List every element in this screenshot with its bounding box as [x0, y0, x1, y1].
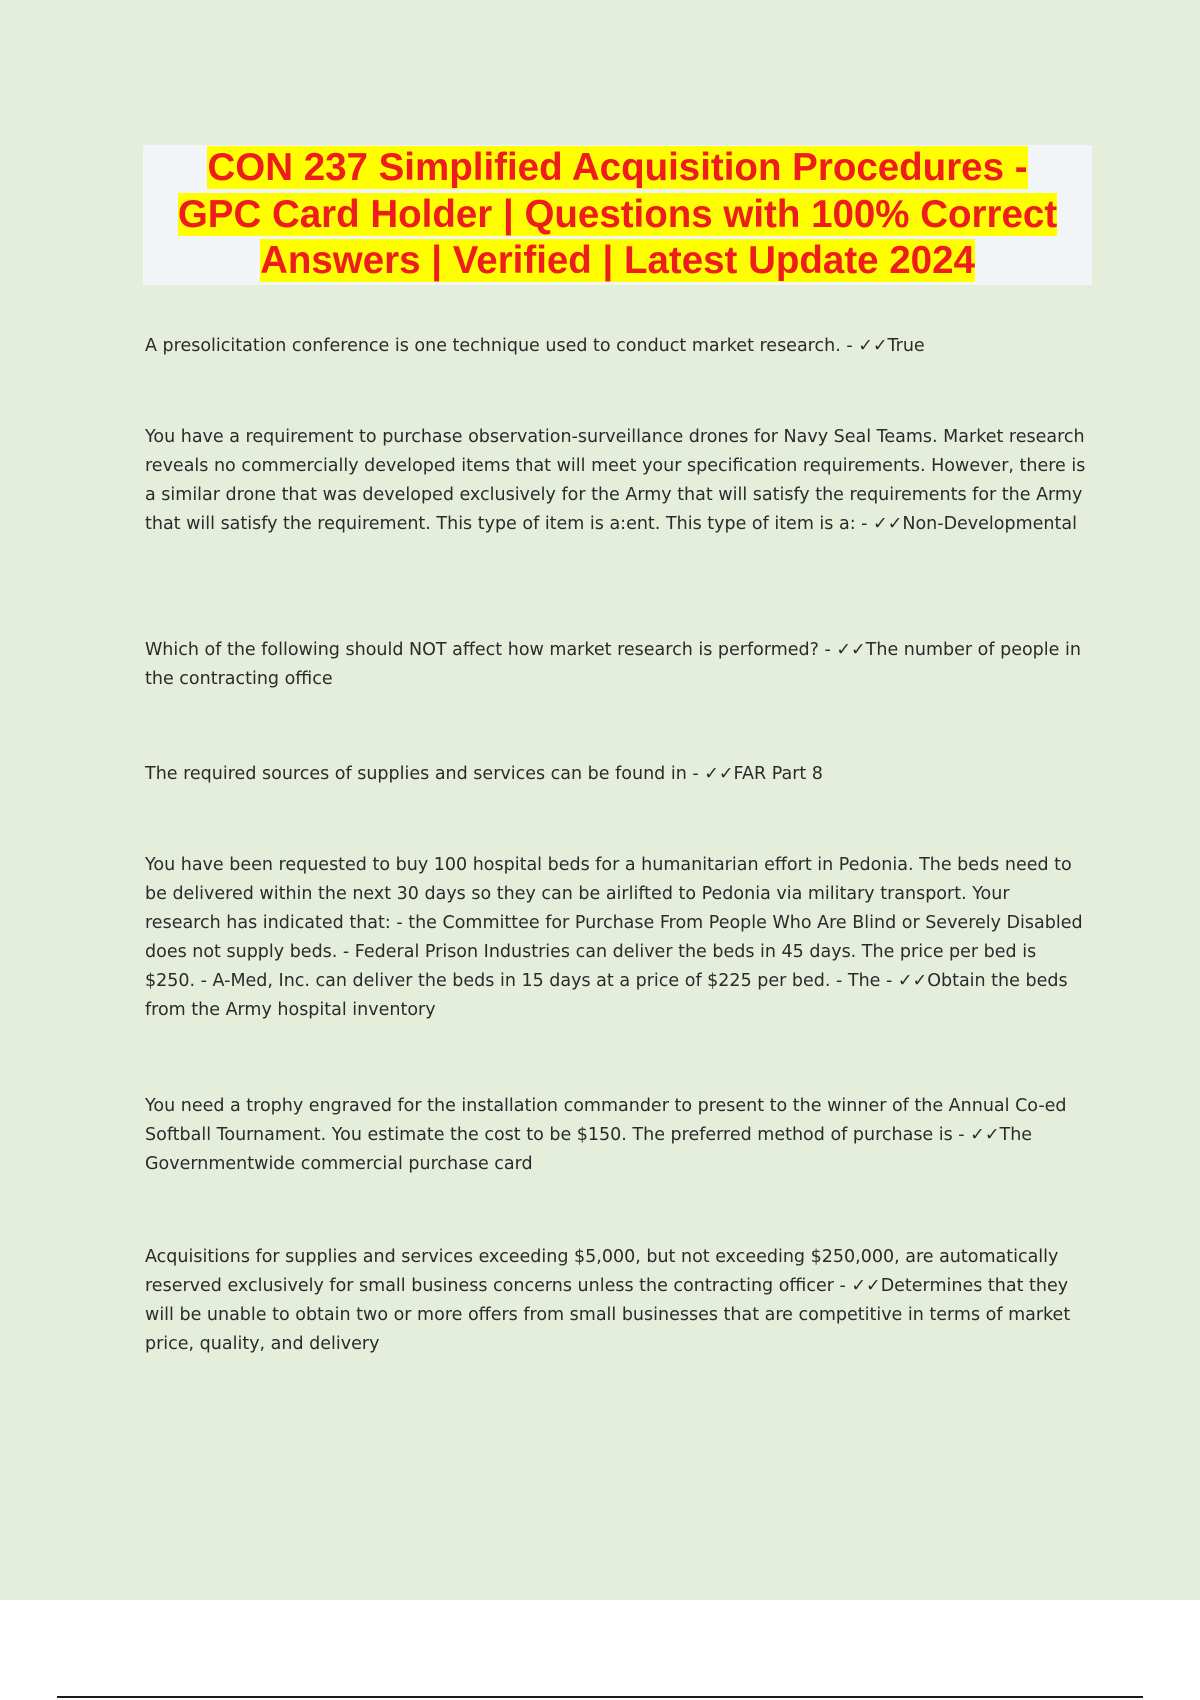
qa-entry: You have been requested to buy 100 hospital beds for a humanitarian effort in Pedonia. The beds need to be delivered within the next 30 days so they can be airlifted to Pedonia via military transport. Your research has indicated that: - the Committee for Purchase From People Who Are Blind or Severely Disabled does not supply beds. - Federal Prison Industries can deliver the beds in 45 days. The price per bed is $250. - A-Med, Inc. can deliver the beds in 15 days at a price of $225 per bed. - The - ✓✓Obtain the beds from the Army hospital inventory — [145, 855, 1083, 1020]
footer-divider — [57, 1696, 1143, 1698]
qa-entry: Acquisitions for supplies and services exceeding $5,000, but not exceeding $250,000, are automatically reserved exclusively for small business concerns unless the contracting officer - ✓✓Determines that they will be unable to obtain two or more offers from small businesses that are competitive in terms of market price, quality, and delivery — [145, 1247, 1071, 1354]
title-box — [143, 145, 1092, 285]
title-line: Answers | Verified | Latest Update 2024 — [260, 239, 975, 283]
qa-entry: Which of the following should NOT affect how market research is performed? - ✓✓The number of people in the contracting office — [145, 640, 1081, 689]
qa-entry: You need a trophy engraved for the installation commander to present to the winner of the Annual Co-ed Softball Tournament. You estimate the cost to be $150. The preferred method of purchase is - ✓✓The Governmentwide commercial purchase card — [145, 1096, 1067, 1174]
title-line: GPC Card Holder | Questions with 100% Correct — [177, 192, 1058, 236]
document-title — [172, 145, 1063, 285]
title-line: CON 237 Simplified Acquisition Procedures - — [207, 146, 1028, 190]
qa-entry: You have a requirement to purchase observation-surveillance drones for Navy Seal Teams. Market research reveals no commercially developed items that will meet your specification requirements. However, there is a similar drone that was developed exclusively for the Army that will satisfy the requirements for the Army that will satisfy the requirement. This type of item is a:ent. This type of item is a: - ✓✓Non-Developmental — [145, 427, 1086, 534]
qa-entry: The required sources of supplies and services can be found in - ✓✓FAR Part 8 — [145, 764, 823, 784]
qa-entry: A presolicitation conference is one technique used to conduct market research. - ✓✓True — [145, 336, 925, 356]
